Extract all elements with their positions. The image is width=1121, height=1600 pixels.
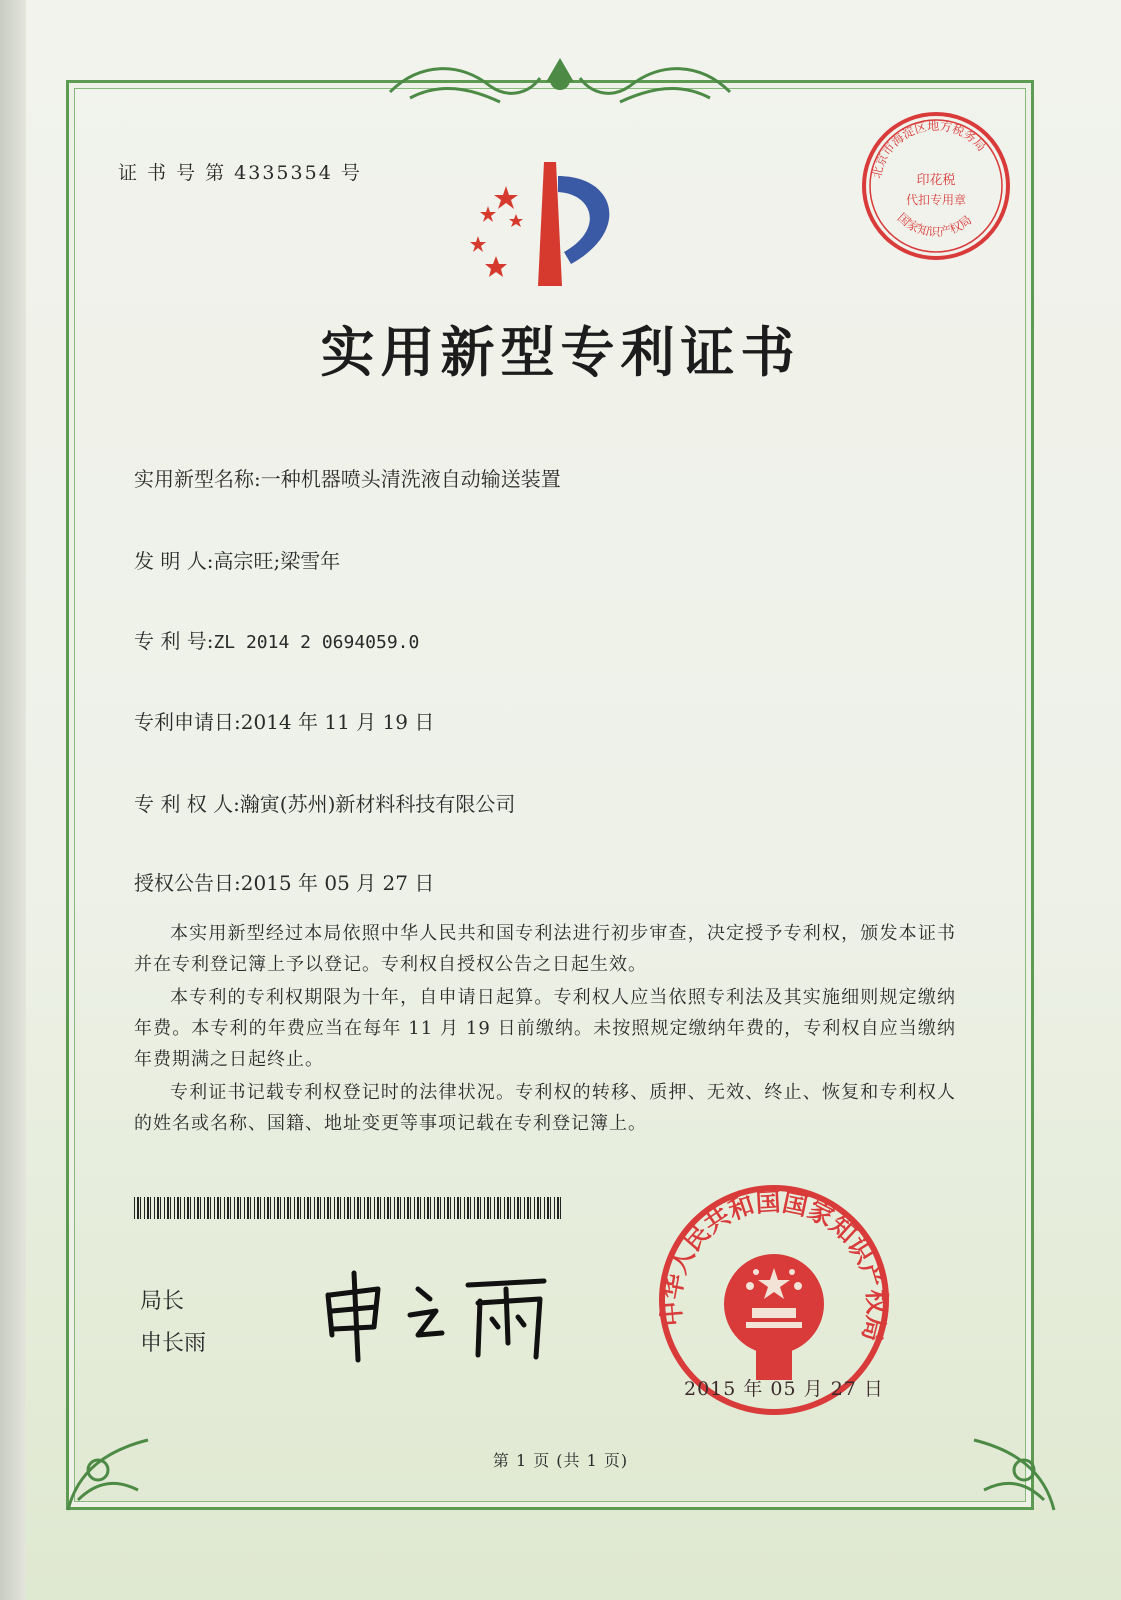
patent-number-label: 专 利 号:: [134, 629, 214, 653]
patentee-value: 瀚寅(苏州)新材料科技有限公司: [239, 792, 516, 816]
tax-stamp-seal: [858, 108, 1014, 264]
utility-model-name-value: 一种机器喷头清洗液自动输送装置: [260, 467, 561, 491]
grant-date-label: 授权公告日:: [134, 871, 241, 895]
paragraph-3: 专利证书记载专利权登记时的法律状况。专利权的转移、质押、无效、终止、恢复和专利权人的姓名或名称、国籍、地址变更等事项记载在专利登记簿上。: [134, 1082, 956, 1134]
top-ornament: [380, 52, 740, 118]
utility-model-name-row: [134, 463, 561, 492]
filing-date-value: 2014 年 11 月 19 日: [240, 710, 435, 734]
filing-date-row: [134, 706, 434, 735]
patent-number-row: [134, 625, 419, 654]
grant-date-value: 2015 年 05 月 27 日: [240, 871, 435, 895]
patent-number-value: ZL 2014 2 0694059.0: [213, 632, 420, 653]
svg-text:北京市海淀区地方税务局: [869, 118, 988, 180]
certificate-number: 证 书 号 第 4335354 号: [118, 162, 362, 184]
certificate-title: 实用新型专利证书: [320, 321, 801, 384]
patent-office-logo-icon: [466, 156, 636, 296]
barcode: [134, 1197, 562, 1219]
inventor-label: 发 明 人:: [134, 549, 214, 573]
office-seal-ring-text: 中华人民共和国国家知识产权局: [656, 1187, 892, 1345]
filing-date-label: 专利申请日:: [134, 710, 241, 734]
paragraph-2: 本专利的专利权期限为十年，自申请日起算。专利权人应当依照专利法及其实施细则规定缴纳年费。本专利的年费应当在每年 11 月 19 日前缴纳。未按照规定缴纳年费的，专利权自应当缴纳年费期满之日起终止。: [134, 987, 956, 1070]
svg-text:国家知识产权局: [895, 210, 975, 239]
seal-date: 2015 年 05 月 27 日: [684, 1378, 884, 1400]
patentee-row: [134, 788, 515, 817]
tax-stamp-center-line-2: 代扣专用章: [905, 193, 967, 207]
director-title: 局长: [140, 1289, 185, 1314]
utility-model-name-label: 实用新型名称:: [134, 467, 261, 491]
director-signature: [318, 1265, 568, 1365]
inventor-row: [134, 545, 340, 574]
tax-stamp-bottom-text: 国家知识产权局: [894, 210, 975, 240]
grant-date-row: [134, 867, 434, 896]
patentee-label: 专 利 权 人:: [134, 792, 240, 816]
page-footer: 第 1 页 (共 1 页): [492, 1451, 629, 1470]
inventor-value: 高宗旺;梁雪年: [213, 549, 341, 573]
tax-stamp-center-line-1: 印花税: [916, 173, 956, 188]
paragraph-1: 本实用新型经过本局依照中华人民共和国专利法进行初步审查，决定授予专利权，颁发本证书并在专利登记簿上予以登记。专利权自授权公告之日起生效。: [134, 923, 956, 975]
binding-spine: [0, 0, 26, 1600]
tax-stamp-ring-text: 北京市海淀区地方税务局: [869, 118, 989, 180]
director-name: 申长雨: [140, 1331, 207, 1356]
